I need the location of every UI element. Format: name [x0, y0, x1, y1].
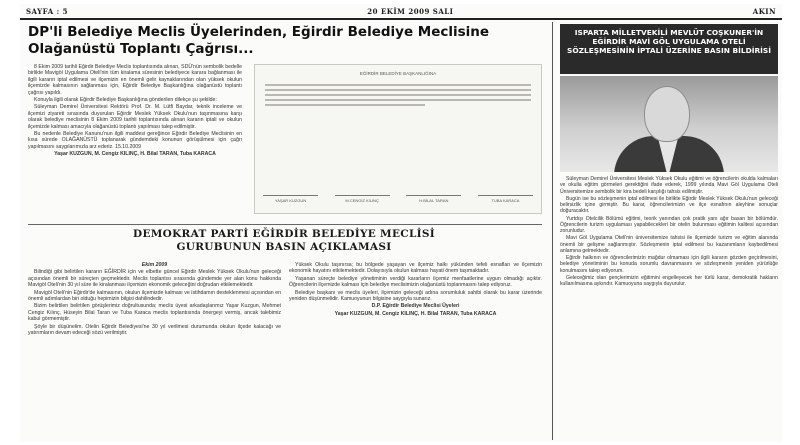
photo-head — [644, 86, 690, 142]
paragraph: Süleyman Demirel Üniversitesi Rektörü Prof. Dr. M. Lütfi Baydar, teknik inceleme ve ilçemizi ziyareti sırasında duyurulan Eğirdir Meslek Yüksek Okulu'nun taşınmasına karşı olarak belediye meclisinin 8 Ekim 2009 tarihli toplantısında alınan kararın iptali ve okulun ilçemizde kalması amacıyla olağanüstü toplantı yapılması talep edilmiştir. — [28, 104, 242, 130]
text-column — [289, 262, 542, 337]
paragraph: Konuyla ilgili olarak Eğirdir Belediye Başkanlığına gönderilen dilekçe şu şekilde: — [34, 97, 217, 104]
signature — [478, 186, 533, 203]
signature-block — [263, 186, 533, 203]
signature-name: H.BİLAL TARAN — [419, 198, 449, 203]
paragraph: Süleyman Demirel Üniversitesi Meslek Yüksek Okulu eğitimi ve öğrencilerin okulda kalmaları ve okulla eğitim görmeleri gerektiğini ifade ederek, 1999 yılında Mavi Göl Uygulama Oteli Üniversitemize sembolik bir kira bedeli karşılığı tahsis edilmiştir. — [560, 176, 778, 195]
text-line — [265, 104, 425, 106]
headline-box — [560, 24, 778, 74]
article-columns — [28, 262, 542, 337]
article-body — [28, 64, 242, 159]
meclis-cagri-article — [28, 24, 542, 220]
paragraph: Belediye başkanı ve meclis üyeleri, ilçemizin geleceği adına sorumluluk sahibi olarak bu karar üzerinde yeniden düşünmelidir. Kamuoyunun bilgisine saygıyla sunarız. — [289, 289, 542, 303]
article-headline: ISPARTA MİLLETVEKİLİ MEVLÜT COŞKUNER'İN EĞİRDİR MAVİ GÖL UYGULAMA OTELİ SÖZLEŞMESİNİN İPTALİ ÜZERİNE BASIN BİLDİRİSİ — [567, 28, 771, 56]
dateline: Ekim 2009 — [141, 262, 168, 268]
masthead-rule — [20, 18, 782, 20]
page-number: SAYFA : 5 — [26, 6, 68, 16]
issue-date: 20 EKİM 2009 SALI — [367, 6, 454, 16]
signature-scribble — [263, 186, 318, 196]
document-heading: EĞİRDİR BELEDİYE BAŞKANLIĞINA — [359, 71, 437, 76]
newspaper-name: AKIN — [752, 6, 776, 16]
closing-names: Yaşar KUZGUN, M. Cengiz KILINÇ, H. Bilal TARAN, Tuba KARACA — [334, 310, 497, 317]
paragraph: Bu nedenle Belediye Kanunu'nun ilgili maddesi gereğince Eğirdir Belediye Meclisinin en kısa sürede OLAĞANÜSTÜ toplanarak gündemdeki konunun görüşülmesi için çağrı yapılmasını saygılarımızla arz ederiz. 15.10.2009 — [28, 131, 242, 150]
signature-scribble — [406, 186, 461, 196]
paragraph: Geleceğimiz olan gençlerimizin eğitimini engelleyecek her türlü karar, demokratik hakların kullanılmasına aykırıdır. Kamuoyuna saygıyla duyurulur. — [560, 274, 778, 287]
text-column — [28, 262, 281, 337]
article-headline: DP'li Belediye Meclis Üyelerinden, Eğirdir Belediye Meclisine Olağanüstü Toplantı Çağrısı... — [28, 24, 490, 57]
signature-name: M.CENGİZ KILINÇ — [345, 198, 379, 203]
text-line — [265, 99, 531, 101]
paragraph: Yaşanan süreçte belediye yönetiminin verdiği kararların ilçemiz menfaatlerine uygun olmadığı açıktır. Öğrencilerin ilçemizde kalması için belediye meclisimizin olağanüstü toplanmasını talep ediyoruz. — [289, 275, 542, 289]
paragraph: Eğirdir halkının ve öğrencilerimizin mağdur olmaması için ilgili kararın gözden geçirilmesini, belediye yönetiminin bu konuda sorumlu davranmasını ve sözleşmenin yeniden yürürlüğe konulmasını talep ediyorum. — [560, 255, 778, 274]
paragraph: Bilindiği gibi belirtilen kararın EĞİRDİR için ve elbette güncel Eğirdir Meslek Yüksek Okulu'nun geleceği açısından önemli bir süreçten geçmektedir. Meclis toplantısı sırasında gündemde yer alan konu hakkında Mavigöl Oteli'nin 30 yıl süre ile kiralanması ilçemizin ekonomik geleceğini doğrudan etkilemektedir. — [28, 269, 281, 289]
milletvekili-press-article — [560, 24, 778, 438]
section-divider — [28, 224, 542, 225]
press-release-article — [28, 228, 542, 438]
paragraph: Mavigöl Oteli'nin Eğirdir'de kalmasının, okulun ilçemizde kalması ve istihdamın desteklenmesi açısından en önemli adımlardan biri olduğu hepimizin bilgisi dahilindedir. — [28, 289, 281, 303]
signature — [406, 186, 461, 203]
petition-document-image — [254, 64, 542, 214]
paragraph: Yüksek Okulu taşınırsa; bu bölgede yaşayan ve ilçemiz halkı yükünden tefeli esnafları ve ilçemizin ekonomik hayatını etkilemektedir. Dolayısıyla okulun kalması hayati önem taşımaktadır. — [289, 262, 542, 275]
signature — [335, 186, 390, 203]
text-line — [265, 84, 531, 86]
closing-organization: D.P. Eğirdir Belediye Meclisi Üyeleri — [371, 303, 460, 310]
article-body — [560, 176, 778, 287]
signature-scribble — [335, 186, 390, 196]
paragraph: 8 Ekim 2009 tarihli Eğirdir Belediye Meclis toplantısında alınan, SDÜ'nün sembolik bedelle birlikte Mavigöl Uygulama Oteli'nin tüm kiralama süresinin belediyece karara bağlanması ile ilgili kararın iptal edilmesi ve ilçemizin en önemli gelir kaynaklarından olan yüksek okulun ilçemizde kalmasının sağlanması için, Eğirdir Belediye Başkanlığına olağanüstü toplantı çağrısı yapıldı. — [28, 64, 242, 96]
paragraph: Bizim belirtilen belirtilen görüşlerimiz doğrultusunda; meclis üyesi arkadaşlarımız Yaşar Kuzgun, Mehmet Cengiz Kılınç, Hüseyin Bilal Taran ve Tuba Karaca meclis toplantısında önergeyi vermiş, ancak talebimiz kabul görmemiştir. — [28, 303, 281, 323]
portrait-photo — [560, 76, 778, 172]
paragraph: Yurtdışı Otelcilik Bölümü eğitimi, teorik yanından çok pratik yanı ağır basan bir bölümdür. Öğrencilerin turizm uygulaması yapabilecekleri bir otelin bulunması eğitimin kalitesi açısından zorunludur. — [560, 215, 778, 234]
text-line — [265, 89, 531, 91]
paragraph: Şöyle bir düşünelim. Otelin Eğirdir Belediyesi'ne 30 yıl verilmesi durumunda okulun ilçede kalacağı ve yatırımların devam edeceği sözü verilmiştir. — [28, 323, 281, 337]
signature-scribble — [478, 186, 533, 196]
article-signatories: Yaşar KUZGUN, M. Cengiz KILINÇ, H. Bilal TARAN, Tuba KARACA — [54, 151, 216, 158]
signature-name: YAŞAR KUZGUN — [274, 198, 307, 203]
signature — [263, 186, 318, 203]
paragraph: Bugün ise bu sözleşmenin iptal edilmesi ile birlikte Eğirdir Meslek Yüksek Okulu'nun geleceği belirsizlik içine girmiştir. Bu karar, öğrencilerimizin ve ilçe esnafının aleyhine sonuçlar doğuracaktır. — [560, 195, 778, 215]
masthead — [20, 4, 782, 18]
newspaper-page — [20, 4, 782, 442]
text-line — [265, 94, 531, 96]
column-rule — [552, 22, 553, 440]
paragraph: Mavi Göl Uygulama Oteli'nin üniversitemize tahsisi ile ilçemizde turizm ve eğitim alanında önemli bir gelişme sağlanmıştır. Sözleşmenin iptal edilmesi bu kazanımların kaybedilmesi anlamına gelmektedir. — [560, 235, 778, 254]
article-headline: DEMOKRAT PARTİ EĞİRDİR BELEDİYE MECLİSİ GURUBUNUN BASIN AÇIKLAMASI — [133, 228, 435, 253]
signature-name: TUBA KARACA — [491, 198, 520, 203]
